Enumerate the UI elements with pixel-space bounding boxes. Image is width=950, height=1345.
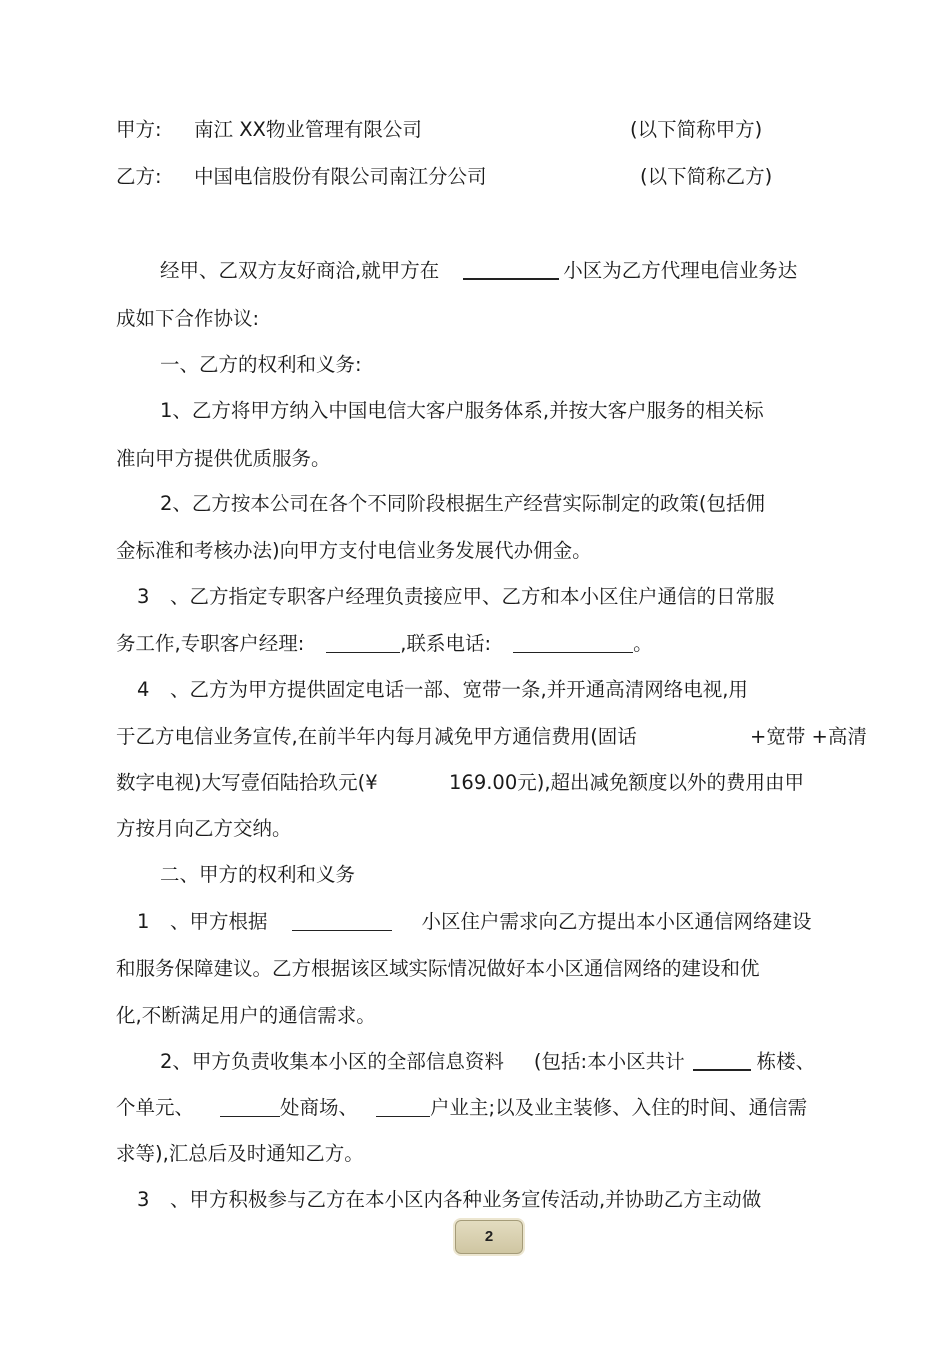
s1-item1-line1: 1、乙方将甲方纳入中国电信大客户服务体系,并按大客户服务的相关标 — [160, 399, 764, 422]
s2-item2-text-d: 户业主;以及业主装修、入住的时间、通信需 — [430, 1096, 808, 1119]
building-count-blank — [693, 1049, 751, 1071]
intro-line-1 — [160, 258, 797, 284]
s1-item4-line2b: +宽带 +高清 — [750, 725, 867, 748]
s1-item2-line2: 金标准和考核办法)向甲方支付电信业务发展代办佣金。 — [116, 539, 592, 562]
party-b-name: 中国电信股份有限公司南江分公司 — [194, 165, 487, 188]
s1-item3-number: 3 — [137, 585, 150, 608]
party-b-alias: (以下简称乙方) — [640, 165, 773, 188]
s1-item3-end: 。 — [633, 632, 653, 655]
s2-item2-line2 — [116, 1095, 807, 1121]
party-a-label: 甲方: — [116, 118, 162, 141]
party-b-label: 乙方: — [116, 165, 162, 188]
manager-name-blank — [326, 632, 400, 653]
s1-item4-number: 4 — [137, 678, 150, 701]
s2-item2-text-b: (包括:本小区共计 — [533, 1050, 685, 1073]
section2-heading: 二、甲方的权利和义务 — [160, 863, 356, 886]
s2-unit-label: 个单元、 — [116, 1096, 195, 1119]
s2-item1-line3: 化,不断满足用户的通信需求。 — [116, 1004, 376, 1027]
phone-number-blank — [513, 632, 633, 653]
s2-item1-line1 — [170, 909, 812, 935]
intro-line-2: 成如下合作协议: — [116, 307, 260, 330]
s2-item1-number: 1 — [137, 910, 150, 933]
community-name-blank — [463, 258, 559, 280]
s1-item4-line4: 方按月向乙方交纳。 — [116, 817, 292, 840]
s2-item2-line3: 求等),汇总后及时通知乙方。 — [116, 1142, 364, 1165]
s1-item1-line2: 准向甲方提供优质服务。 — [116, 447, 331, 470]
s1-item4-line1: 、乙方为甲方提供固定电话一部、宽带一条,并开通高清网络电视,用 — [170, 678, 748, 701]
page-number: 2 — [455, 1220, 523, 1254]
s1-item3-line2 — [116, 631, 653, 657]
mall-count-blank — [376, 1096, 430, 1117]
s2-item1-text-a: 、甲方根据 — [170, 910, 268, 933]
intro-text-1: 经甲、乙双方友好商洽,就甲方在 — [160, 259, 440, 282]
s2-item1-line2: 和服务保障建议。乙方根据该区域实际情况做好本小区通信网络的建设和优 — [116, 957, 760, 980]
s2-item3-number: 3 — [137, 1188, 150, 1211]
section1-heading: 一、乙方的权利和义务: — [160, 353, 362, 376]
s2-item3-line1: 、甲方积极参与乙方在本小区内各种业务宣传活动,并协助乙方主动做 — [170, 1188, 762, 1211]
s1-item4-line2a: 于乙方电信业务宣传,在前半年内每月减免甲方通信费用(固话 — [116, 725, 637, 748]
s2-mall-label: 处商场、 — [280, 1096, 359, 1119]
s1-item4-line3a: 数字电视)大写壹佰陆拾玖元(¥ — [116, 771, 378, 794]
party-a-name: 南江 XX物业管理有限公司 — [194, 118, 422, 141]
s1-item2-line1: 2、乙方按本公司在各个不同阶段根据生产经营实际制定的政策(包括佣 — [160, 492, 766, 515]
s1-item4-line3b: 169.00元),超出减免额度以外的费用由甲 — [449, 771, 805, 794]
s2-item2-text-a: 2、甲方负责收集本小区的全部信息资料 — [160, 1050, 504, 1073]
party-a-alias: (以下简称甲方) — [630, 118, 763, 141]
phone-label: ,联系电话: — [400, 632, 492, 655]
s2-item2-line1 — [160, 1049, 815, 1075]
intro-text-2: 小区为乙方代理电信业务达 — [563, 259, 798, 282]
s2-item2-text-c: 栋楼、 — [756, 1050, 816, 1073]
s2-community-blank — [292, 910, 392, 931]
s2-item1-text-b: 小区住户需求向乙方提出本小区通信网络建设 — [421, 910, 812, 933]
manager-label: 务工作,专职客户经理: — [116, 632, 305, 655]
s1-item3-line1: 、乙方指定专职客户经理负责接应甲、乙方和本小区住户通信的日常服 — [170, 585, 775, 608]
unit-count-blank — [220, 1096, 280, 1117]
